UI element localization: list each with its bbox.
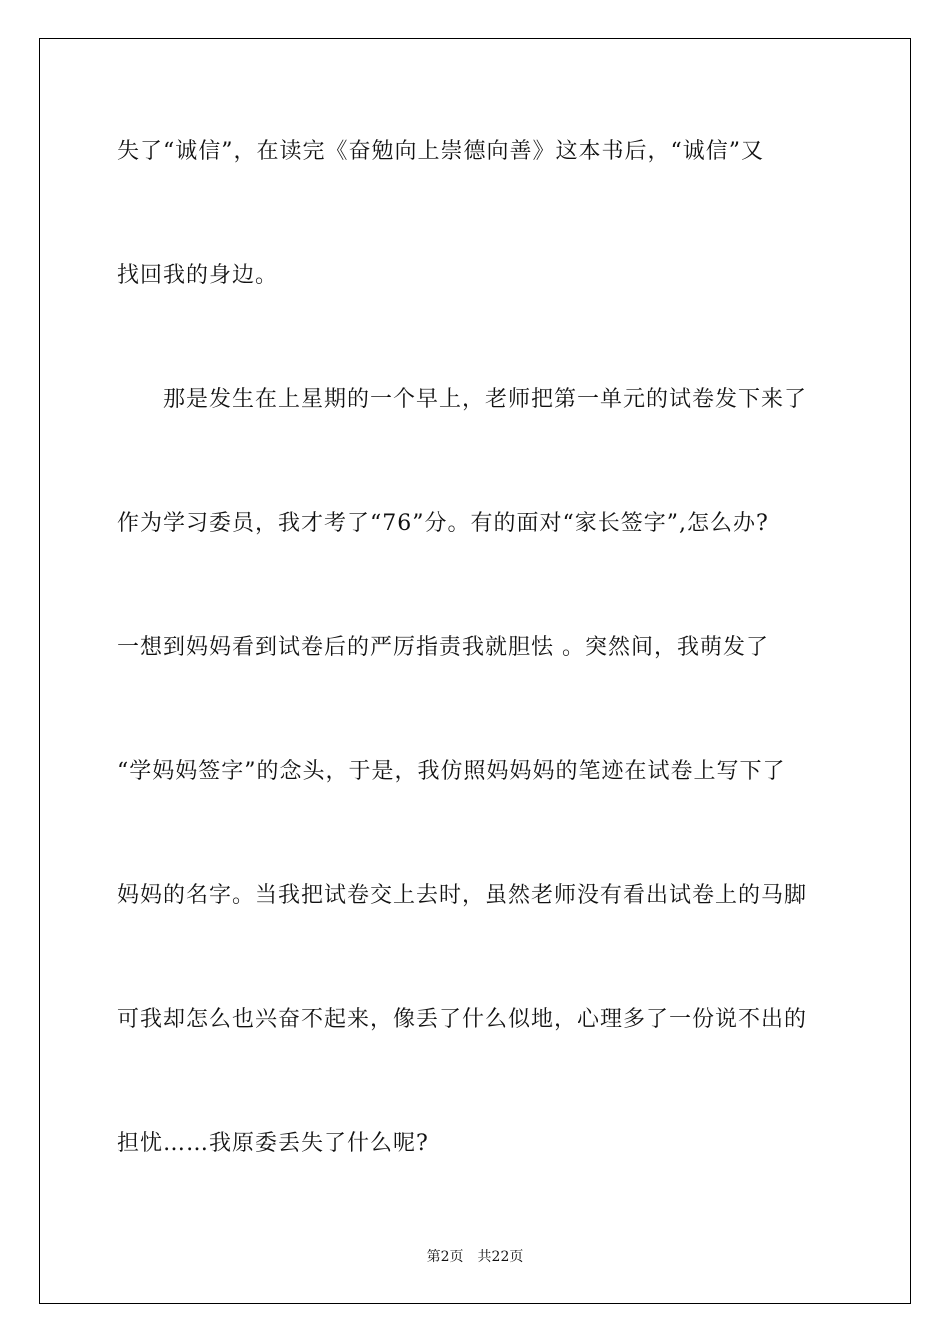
text-line-1: 失了“诚信”，在读完《奋勉向上崇德向善》这本书后，“诚信”又 — [117, 139, 764, 164]
text-line-5: 一想到妈妈看到试卷后的严厉指责我就胆怯 。突然间，我萌发了 — [117, 635, 769, 660]
page-footer — [0, 1246, 950, 1266]
text-line-2: 找回我的身边。 — [117, 263, 279, 288]
text-line-3: 那是发生在上星期的一个早上，老师把第一单元的试卷发下来了 — [163, 387, 808, 412]
page-border — [39, 38, 911, 1304]
text-line-9: 担忧……我原委丢失了什么呢? — [117, 1131, 429, 1156]
page-total: 共22页 — [477, 1249, 524, 1265]
text-line-7: 妈妈的名字。当我把试卷交上去时，虽然老师没有看出试卷上的马脚 — [117, 883, 808, 908]
text-line-6: “学妈妈签字”的念头，于是，我仿照妈妈妈的笔迹在试卷上写下了 — [117, 759, 786, 784]
page-number: 第2页 — [426, 1249, 464, 1265]
text-line-8: 可我却怎么也兴奋不起来，像丢了什么似地，心理多了一份说不出的 — [117, 1007, 808, 1032]
text-line-4: 作为学习委员，我才考了“76”分。有的面对“家长签字”,怎么办? — [117, 511, 769, 536]
